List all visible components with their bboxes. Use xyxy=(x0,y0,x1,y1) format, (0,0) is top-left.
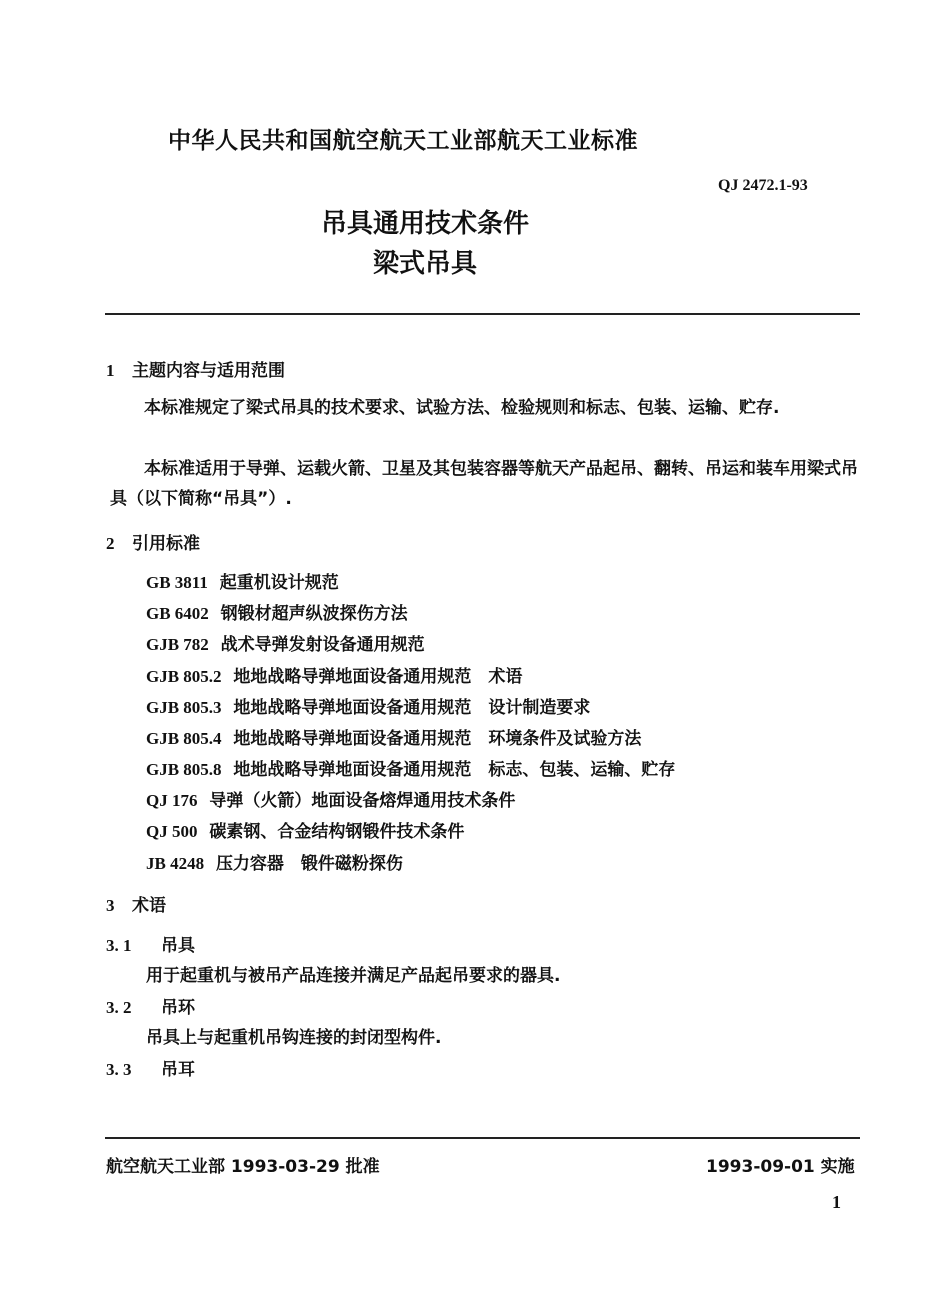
reference-code: GJB 805.4 xyxy=(146,729,222,748)
approval-info: 航空航天工业部 1993-03-29 批准 xyxy=(106,1157,380,1177)
document-subtitle: 梁式吊具 xyxy=(372,249,477,279)
reference-title: 起重机设计规范 xyxy=(219,573,339,593)
reference-title: 碳素钢、合金结构钢锻件技术条件 xyxy=(209,822,465,842)
effective-date: 1993-09-01 实施 xyxy=(706,1157,855,1177)
reference-item xyxy=(146,599,408,624)
footer-divider xyxy=(105,1137,860,1139)
subsection-3-1-heading xyxy=(106,931,195,956)
subsection-number: 3. 3 xyxy=(106,1060,132,1079)
reference-title: 地地战略导弹地面设备通用规范 术语 xyxy=(233,667,523,687)
reference-code: QJ 500 xyxy=(146,822,198,841)
reference-item xyxy=(146,693,590,718)
reference-code: QJ 176 xyxy=(146,791,198,810)
reference-item xyxy=(146,568,339,593)
reference-code: GJB 782 xyxy=(146,635,209,654)
subsection-3-2-text: 吊具上与起重机吊钩连接的封闭型构件. xyxy=(146,1028,442,1048)
standard-code: QJ 2472.1-93 xyxy=(718,177,808,194)
subsection-number: 3. 2 xyxy=(106,998,132,1017)
reference-code: GB 6402 xyxy=(146,604,209,623)
reference-code: GJB 805.3 xyxy=(146,698,222,717)
reference-code: JB 4248 xyxy=(146,854,205,873)
reference-title: 战术导弹发射设备通用规范 xyxy=(220,635,425,655)
subsection-title: 吊耳 xyxy=(161,1060,195,1080)
section-1-paragraph-1: 本标准规定了梁式吊具的技术要求、试验方法、检验规则和标志、包装、运输、贮存. xyxy=(144,398,780,418)
reference-title: 地地战略导弹地面设备通用规范 设计制造要求 xyxy=(233,698,591,718)
section-1-heading xyxy=(106,356,285,381)
section-3-heading xyxy=(106,891,166,916)
section-2-heading xyxy=(106,529,200,554)
reference-title: 导弹（火箭）地面设备熔焊通用技术条件 xyxy=(209,791,516,811)
section-1-paragraph-2: 本标准适用于导弹、运载火箭、卫星及其包装容器等航天产品起吊、翻转、吊运和装车用梁式吊具（以下简称“吊具”）. xyxy=(110,459,858,509)
reference-item xyxy=(146,786,515,811)
section-title: 术语 xyxy=(132,896,166,916)
subsection-3-3-heading xyxy=(106,1055,195,1080)
reference-item xyxy=(146,724,641,749)
reference-code: GJB 805.2 xyxy=(146,667,222,686)
subsection-3-2-heading xyxy=(106,993,195,1018)
document-title: 吊具通用技术条件 xyxy=(320,209,529,239)
reference-item xyxy=(146,817,464,842)
header-divider xyxy=(105,313,860,315)
subsection-number: 3. 1 xyxy=(106,936,132,955)
reference-title: 压力容器 锻件磁粉探伤 xyxy=(215,854,403,874)
reference-item xyxy=(146,849,403,874)
subsection-title: 吊具 xyxy=(161,936,195,956)
section-title: 引用标准 xyxy=(132,534,200,554)
reference-title: 钢锻材超声纵波探伤方法 xyxy=(220,604,408,624)
subsection-title: 吊环 xyxy=(161,998,195,1018)
subsection-3-1-text: 用于起重机与被吊产品连接并满足产品起吊要求的器具. xyxy=(146,966,561,986)
reference-item xyxy=(146,662,522,687)
issuing-organization: 中华人民共和国航空航天工业部航天工业标准 xyxy=(168,128,638,154)
page-number: 1 xyxy=(832,1192,841,1212)
reference-title: 地地战略导弹地面设备通用规范 环境条件及试验方法 xyxy=(233,729,642,749)
reference-code: GJB 805.8 xyxy=(146,760,222,779)
reference-title: 地地战略导弹地面设备通用规范 标志、包装、运输、贮存 xyxy=(233,760,676,780)
reference-item xyxy=(146,630,425,655)
section-number: 3 xyxy=(106,896,115,915)
section-number: 1 xyxy=(106,361,115,380)
section-title: 主题内容与适用范围 xyxy=(132,361,285,381)
section-number: 2 xyxy=(106,534,115,553)
reference-item xyxy=(146,755,675,780)
reference-code: GB 3811 xyxy=(146,573,208,592)
